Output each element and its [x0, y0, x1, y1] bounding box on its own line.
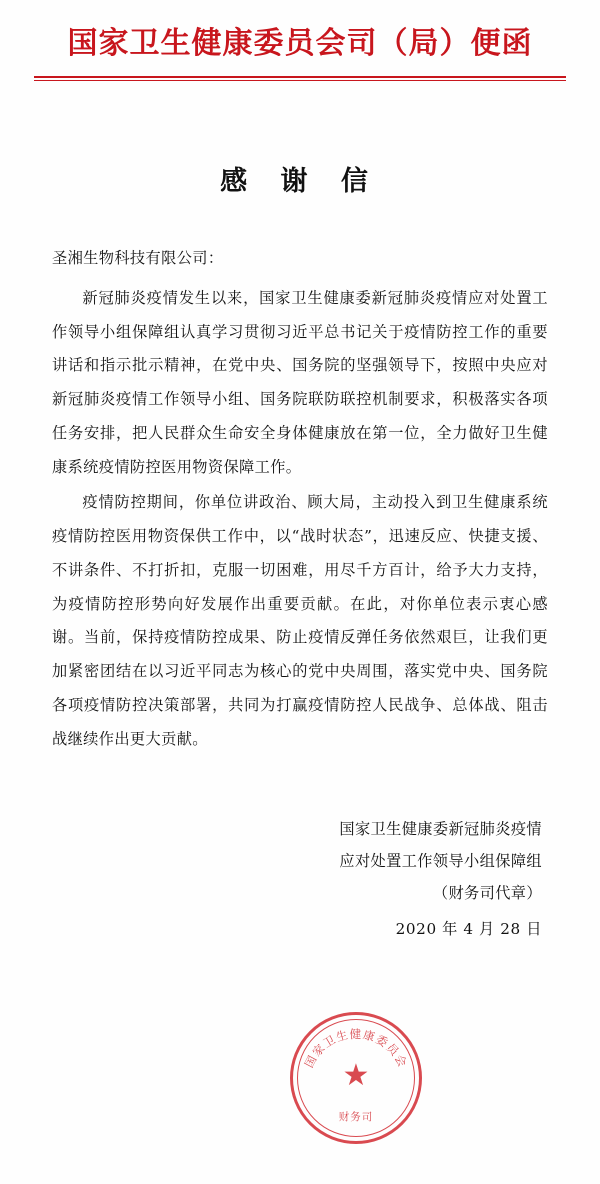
signature-note: （财务司代章） — [432, 884, 542, 903]
svg-text:国家卫生健康委员会 — [302, 1027, 410, 1070]
document-body — [52, 242, 548, 756]
seal-bottom-label: 财务司 — [338, 1111, 374, 1123]
star-icon: ★ — [342, 1058, 370, 1094]
paragraph-1: 新冠肺炎疫情发生以来，国家卫生健康委新冠肺炎疫情应对处置工作领导小组保障组认真学习贯彻习近平总书记关于疫情防控工作的重要讲话和指示批示精神，在党中央、国务院的坚强领导下，按照中央应对新冠肺炎疫情工作领导小组、国务院联防联控机制要求，积极落实各项任务安排，把人民群众生命安全身体健康放在第一位，全力做好卫生健康系统疫情防控医用物资保障工作。 — [52, 288, 548, 476]
letterhead-divider-thin — [34, 80, 566, 81]
page-title: 感 谢 信 — [220, 166, 380, 197]
signature-line-2: 应对处置工作领导小组保障组 — [339, 852, 542, 871]
letterhead-title: 国家卫生健康委员会司（局）便函 — [67, 26, 533, 61]
paragraph-2: 疫情防控期间，你单位讲政治、顾大局，主动投入到卫生健康系统疫情防控医用物资保供工作中，以“战时状态”，迅速反应、快捷支援、不讲条件、不打折扣，克服一切困难，用尽千方百计，给予大力支持，为疫情防控形势向好发展作出重要贡献。在此，对你单位表示衷心感谢。当前，保持疫情防控成果、防止疫情反弹任务依然艰巨，让我们更加紧密团结在以习近平同志为核心的党中央周围，落实党中央、国务院各项疫情防控决策部署，共同为打赢疫情防控人民战争、总体战、阻击战继续作出更大贡献。 — [52, 493, 548, 748]
letterhead-divider-thick — [34, 76, 566, 78]
letterhead — [0, 0, 600, 62]
salutation: 圣湘生物科技有限公司： — [52, 249, 224, 267]
official-seal-icon — [290, 1012, 422, 1144]
seal-arc-text — [293, 1015, 419, 1141]
signature-line-1: 国家卫生健康委新冠肺炎疫情 — [339, 820, 542, 839]
seal-arc-label: 国家卫生健康委员会 — [301, 1027, 411, 1071]
signature-block — [0, 814, 542, 946]
signature-date: 2020 年 4 月 28 日 — [395, 920, 542, 939]
